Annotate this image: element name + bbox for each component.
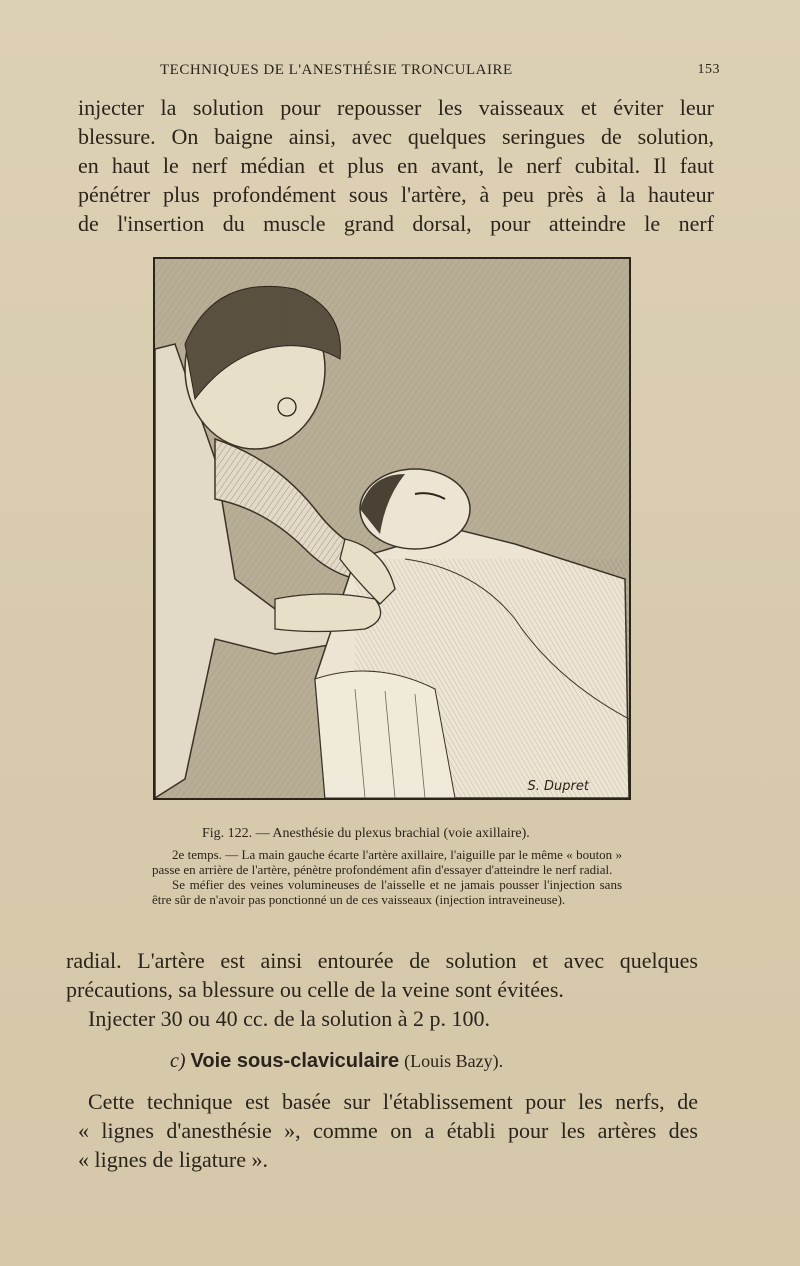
text-line: de l'insertion du muscle grand dorsal, pour atteindre le nerf [78, 211, 714, 236]
caption-title: Fig. 122. — Anesthésie du plexus brachial (voie axillaire). [202, 826, 530, 841]
running-head [160, 62, 720, 79]
text-line: injecter la solution pour repousser les vaisseaux et éviter leur [78, 95, 714, 120]
text-line: radial. L'artère est ainsi entourée de solution et avec quelques [66, 948, 698, 973]
section-label: c) [170, 1050, 186, 1072]
text-line: blessure. On baigne ainsi, avec quelques seringues de solution, [78, 124, 714, 149]
section-author: (Louis Bazy). [404, 1051, 504, 1071]
section-title: Voie sous-claviculaire [190, 1050, 400, 1072]
figure-illustration [153, 257, 631, 800]
page-number: 153 [697, 62, 720, 77]
text-line: « lignes de ligature ». [78, 1147, 269, 1172]
text-line: en haut le nerf médian et plus en avant, le nerf cubital. Il faut [78, 153, 714, 178]
section-heading [170, 1050, 503, 1073]
text-line: précautions, sa blessure ou celle de la veine sont évitées. [66, 977, 564, 1002]
text-line: Injecter 30 ou 40 cc. de la solution à 2 p. 100. [88, 1006, 491, 1031]
paragraph-top [78, 93, 714, 238]
text-line: Cette technique est basée sur l'établissement pour les nerfs, de [88, 1089, 698, 1114]
caption-text: Se méfier des veines volumineuses de l'aisselle et ne jamais pousser l'injection sans être sûr de n'avoir pas ponctionné un de ces vaisseaux (injection intraveineuse). [152, 877, 622, 907]
paragraph-middle [66, 946, 698, 1033]
figure-caption [152, 826, 622, 907]
caption-text: 2e temps. — La main gauche écarte l'artère axillaire, l'aiguille par le même « bouton » passe en arrière de l'artère, pénètre profondément afin d'essayer d'atteindre le nerf radial. [152, 847, 622, 877]
illustration-drawing [155, 259, 629, 798]
running-head-title: TECHNIQUES DE L'ANESTHÉSIE TRONCULAIRE [160, 62, 513, 78]
text-line: « lignes d'anesthésie », comme on a établi pour les artères des [78, 1118, 698, 1143]
paragraph-bottom [78, 1087, 698, 1174]
artist-signature: S. Dupret [527, 779, 589, 794]
text-line: pénétrer plus profondément sous l'artère, à peu près à la hauteur [78, 182, 714, 207]
